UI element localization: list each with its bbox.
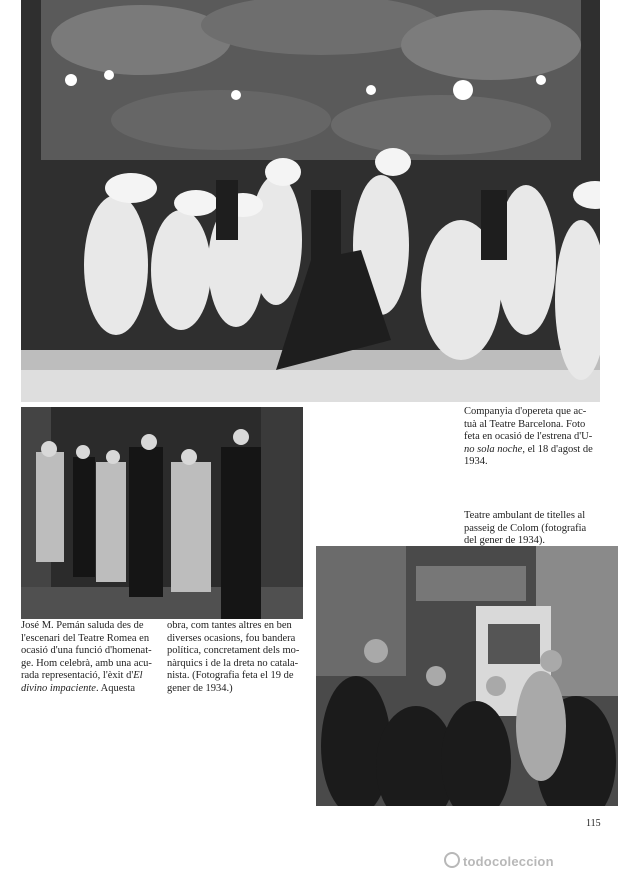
page-number: 115 (586, 818, 601, 829)
caption-operetta-line-3: feta en ocasió de l'estrena d'U- (464, 431, 593, 442)
caption-peman-right-line-2: diverses ocasions, fou bandera (167, 632, 296, 644)
caption-peman-left-line-4: ge. Hom celebrà, amb una acu- (21, 657, 152, 669)
caption-peman-left-line-6: divino impaciente. Aquesta (21, 682, 136, 694)
caption-peman-left-line-5: rada representació, l'èxit d'El (21, 670, 143, 681)
caption-operetta-line-4: no sola noche, el 18 d'agost de (464, 443, 593, 455)
caption-operetta-line-5: 1934. (464, 456, 488, 467)
caption-operetta-line-1: Companyia d'opereta que ac- (464, 406, 587, 417)
caption-puppet-line-3: del gener de 1934). (464, 535, 546, 546)
caption-operetta (464, 406, 604, 469)
photo-puppet-theatre (316, 546, 618, 806)
caption-operetta-italic: no sola noche (464, 443, 523, 455)
watermark (444, 852, 554, 869)
caption-peman-right (167, 620, 304, 695)
caption-peman-right-line-5: nista. (Fotografia feta el 19 de (167, 670, 294, 681)
caption-peman-right-line-1: obra, com tantes altres en ben (167, 620, 292, 631)
caption-peman-italic-a: El (133, 670, 143, 681)
caption-operetta-line-2: tuà al Teatre Barcelona. Foto (464, 418, 586, 430)
photo-peman-teatre-romea (21, 407, 303, 619)
caption-peman-left-line-3: ocasió d'una funció d'homenat- (21, 645, 152, 656)
todocoleccion-logo-icon (444, 852, 460, 868)
caption-puppet-line-1: Teatre ambulant de titelles al (464, 510, 586, 521)
caption-puppet-line-2: passeig de Colom (fotografia (464, 522, 587, 534)
caption-peman-right-line-4: nàrquics i de la dreta no catala- (167, 657, 299, 669)
caption-peman-left-line-1: José M. Pemán saluda des de (21, 620, 144, 631)
watermark-text: todocoleccion (463, 854, 554, 869)
photo-operetta-company (21, 0, 600, 402)
caption-peman-left-line-2: l'escenari del Teatre Romea en (21, 632, 150, 644)
caption-peman-right-line-6: gener de 1934.) (167, 682, 233, 694)
caption-puppet-theatre (464, 510, 604, 548)
caption-peman-right-line-3: política, concretament dels mo- (167, 645, 300, 656)
caption-peman-left (21, 620, 160, 695)
caption-peman-italic-b: divino impaciente (21, 682, 96, 694)
